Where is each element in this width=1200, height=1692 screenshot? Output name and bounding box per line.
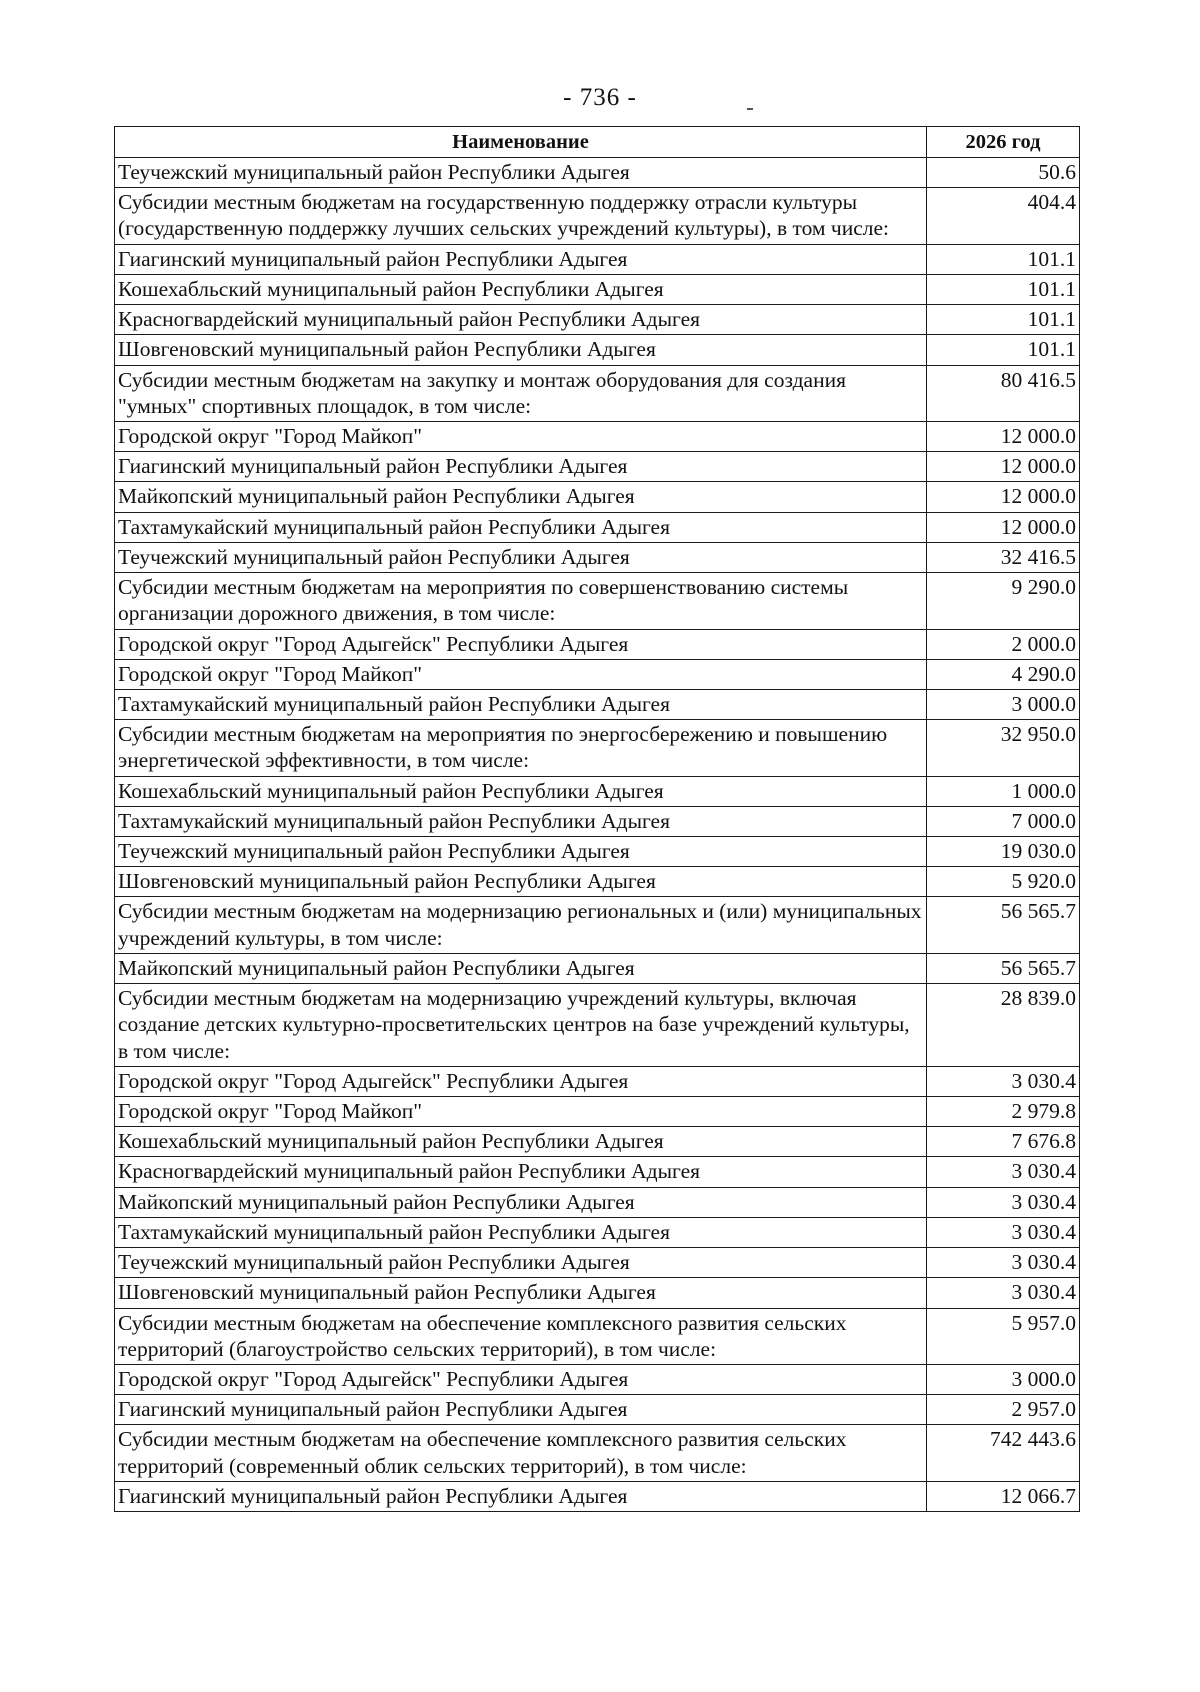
row-name: Субсидии местным бюджетам на мероприятия по энергосбережению и повышению энергетической эффективности, в том числе: (115, 720, 927, 776)
row-value: 101.1 (927, 244, 1080, 274)
row-value: 12 066.7 (927, 1481, 1080, 1511)
row-value: 32 416.5 (927, 542, 1080, 572)
row-value: 3 030.4 (927, 1278, 1080, 1308)
row-name: Майкопский муниципальный район Республики Адыгея (115, 1187, 927, 1217)
row-name: Шовгеновский муниципальный район Республики Адыгея (115, 1278, 927, 1308)
row-value: 3 030.4 (927, 1217, 1080, 1247)
table-row (115, 867, 1080, 897)
row-value: 404.4 (927, 188, 1080, 244)
row-value: 3 000.0 (927, 1364, 1080, 1394)
table-row (115, 188, 1080, 244)
row-value: 19 030.0 (927, 837, 1080, 867)
row-name: Теучежский муниципальный район Республики Адыгея (115, 542, 927, 572)
row-name: Субсидии местным бюджетам на государственную поддержку отрасли культуры (государственную поддержку лучших сельских учреждений культуры), в том числе: (115, 188, 927, 244)
row-value: 3 000.0 (927, 689, 1080, 719)
row-value: 1 000.0 (927, 776, 1080, 806)
table-row (115, 984, 1080, 1067)
table-row (115, 482, 1080, 512)
row-name: Гиагинский муниципальный район Республики Адыгея (115, 1481, 927, 1511)
table-row (115, 1248, 1080, 1278)
row-name: Гиагинский муниципальный район Республики Адыгея (115, 1395, 927, 1425)
table-row (115, 1127, 1080, 1157)
row-name: Майкопский муниципальный район Республики Адыгея (115, 953, 927, 983)
row-value: 101.1 (927, 274, 1080, 304)
table-row (115, 806, 1080, 836)
table-row (115, 1395, 1080, 1425)
table-row (115, 689, 1080, 719)
table-row (115, 720, 1080, 776)
row-name: Субсидии местным бюджетам на модернизацию региональных и (или) муниципальных учреждений культуры, в том числе: (115, 897, 927, 953)
row-name: Тахтамукайский муниципальный район Республики Адыгея (115, 1217, 927, 1247)
row-value: 12 000.0 (927, 421, 1080, 451)
row-value: 101.1 (927, 335, 1080, 365)
table-row (115, 1066, 1080, 1096)
row-name: Городской округ "Город Майкоп" (115, 659, 927, 689)
row-name: Субсидии местным бюджетам на закупку и монтаж оборудования для создания "умных" спортивных площадок, в том числе: (115, 365, 927, 421)
row-name: Городской округ "Город Адыгейск" Республики Адыгея (115, 629, 927, 659)
row-name: Субсидии местным бюджетам на мероприятия по совершенствованию системы организации дорожного движения, в том числе: (115, 573, 927, 629)
row-value: 7 676.8 (927, 1127, 1080, 1157)
row-value: 3 030.4 (927, 1066, 1080, 1096)
table-row (115, 1308, 1080, 1364)
table-row (115, 837, 1080, 867)
row-name: Гиагинский муниципальный район Республики Адыгея (115, 244, 927, 274)
row-value: 12 000.0 (927, 452, 1080, 482)
scan-mark (747, 108, 753, 110)
row-name: Субсидии местным бюджетам на обеспечение комплексного развития сельских территорий (современный облик сельских территорий), в том числе: (115, 1425, 927, 1481)
table-row (115, 512, 1080, 542)
row-value: 3 030.4 (927, 1187, 1080, 1217)
table-row (115, 335, 1080, 365)
row-name: Городской округ "Город Майкоп" (115, 421, 927, 451)
table-row (115, 1425, 1080, 1481)
row-name: Городской округ "Город Майкоп" (115, 1097, 927, 1127)
row-name: Теучежский муниципальный район Республики Адыгея (115, 158, 927, 188)
row-value: 3 030.4 (927, 1157, 1080, 1187)
header-year: 2026 год (927, 127, 1080, 158)
row-name: Гиагинский муниципальный район Республики Адыгея (115, 452, 927, 482)
row-name: Тахтамукайский муниципальный район Республики Адыгея (115, 512, 927, 542)
table-row (115, 305, 1080, 335)
row-name: Красногвардейский муниципальный район Республики Адыгея (115, 1157, 927, 1187)
row-value: 2 979.8 (927, 1097, 1080, 1127)
table-body (115, 158, 1080, 1512)
table-row (115, 421, 1080, 451)
row-value: 4 290.0 (927, 659, 1080, 689)
table-row (115, 776, 1080, 806)
row-value: 3 030.4 (927, 1248, 1080, 1278)
table-row (115, 659, 1080, 689)
table-row (115, 365, 1080, 421)
row-name: Городской округ "Город Адыгейск" Республики Адыгея (115, 1066, 927, 1096)
table-row (115, 1187, 1080, 1217)
row-name: Субсидии местным бюджетам на модернизацию учреждений культуры, включая создание детских культурно-просветительских центров на базе учреждений культуры, в том числе: (115, 984, 927, 1067)
row-value: 32 950.0 (927, 720, 1080, 776)
row-value: 50.6 (927, 158, 1080, 188)
table-row (115, 897, 1080, 953)
table-row (115, 1157, 1080, 1187)
table-row (115, 158, 1080, 188)
table-row (115, 573, 1080, 629)
row-name: Кошехабльский муниципальный район Республики Адыгея (115, 1127, 927, 1157)
table-row (115, 1364, 1080, 1394)
row-value: 56 565.7 (927, 953, 1080, 983)
row-value: 9 290.0 (927, 573, 1080, 629)
row-name: Майкопский муниципальный район Республики Адыгея (115, 482, 927, 512)
table-row (115, 274, 1080, 304)
row-value: 28 839.0 (927, 984, 1080, 1067)
table-row (115, 1278, 1080, 1308)
row-value: 56 565.7 (927, 897, 1080, 953)
row-name: Теучежский муниципальный район Республики Адыгея (115, 837, 927, 867)
table-row (115, 452, 1080, 482)
row-name: Кошехабльский муниципальный район Республики Адыгея (115, 776, 927, 806)
row-name: Кошехабльский муниципальный район Республики Адыгея (115, 274, 927, 304)
row-value: 12 000.0 (927, 482, 1080, 512)
row-name: Субсидии местным бюджетам на обеспечение комплексного развития сельских территорий (благоустройство сельских территорий), в том числе: (115, 1308, 927, 1364)
row-name: Красногвардейский муниципальный район Республики Адыгея (115, 305, 927, 335)
row-value: 12 000.0 (927, 512, 1080, 542)
row-name: Городской округ "Город Адыгейск" Республики Адыгея (115, 1364, 927, 1394)
row-value: 2 957.0 (927, 1395, 1080, 1425)
header-name: Наименование (115, 127, 927, 158)
row-value: 7 000.0 (927, 806, 1080, 836)
row-value: 5 920.0 (927, 867, 1080, 897)
table-row (115, 244, 1080, 274)
table-row (115, 953, 1080, 983)
table-row (115, 629, 1080, 659)
table-row (115, 1217, 1080, 1247)
table-row (115, 1097, 1080, 1127)
row-value: 80 416.5 (927, 365, 1080, 421)
row-name: Тахтамукайский муниципальный район Республики Адыгея (115, 806, 927, 836)
row-value: 101.1 (927, 305, 1080, 335)
row-name: Шовгеновский муниципальный район Республики Адыгея (115, 335, 927, 365)
row-value: 742 443.6 (927, 1425, 1080, 1481)
table-row (115, 1481, 1080, 1511)
page-number: - 736 - (563, 84, 637, 111)
row-value: 2 000.0 (927, 629, 1080, 659)
table-row (115, 542, 1080, 572)
budget-table (114, 126, 1080, 1512)
row-name: Шовгеновский муниципальный район Республики Адыгея (115, 867, 927, 897)
row-name: Теучежский муниципальный район Республики Адыгея (115, 1248, 927, 1278)
row-value: 5 957.0 (927, 1308, 1080, 1364)
row-name: Тахтамукайский муниципальный район Республики Адыгея (115, 689, 927, 719)
table-header-row (115, 127, 1080, 158)
